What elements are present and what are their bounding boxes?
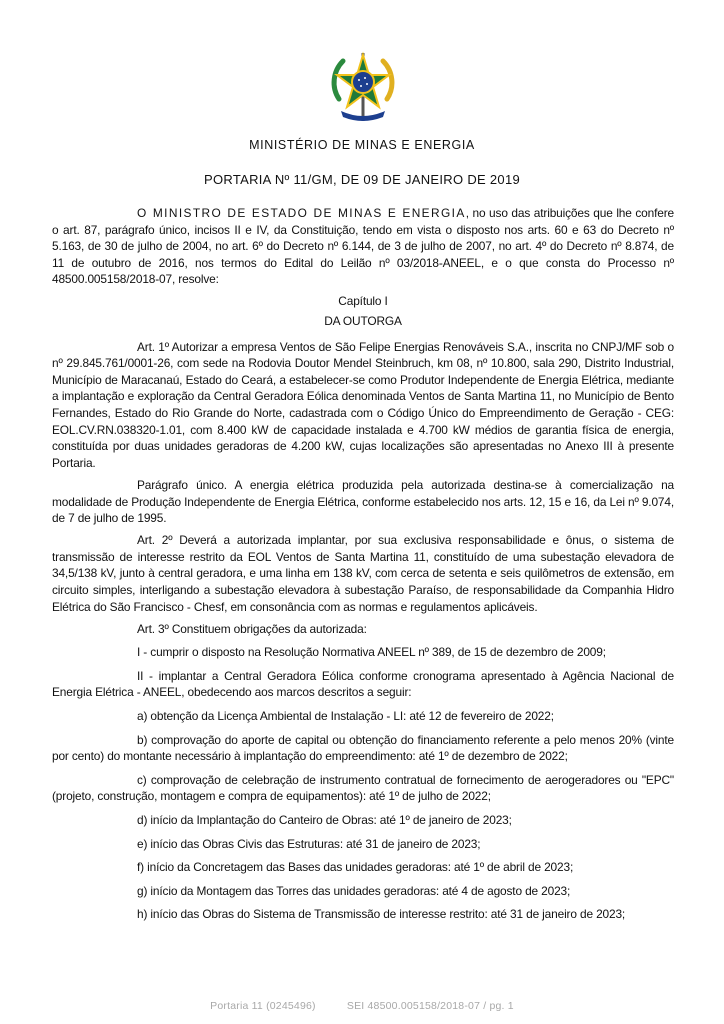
preamble-paragraph: [52, 205, 674, 288]
inciso-ii: II - implantar a Central Geradora Eólica conforme cronograma apresentado à Agência Nacional de Energia Elétrica - ANEEL, obedecendo aos marcos descritos a seguir:: [52, 668, 674, 700]
brazil-coat-of-arms-icon: [325, 49, 401, 125]
portaria-title: PORTARIA Nº 11/GM, DE 09 DE JANEIRO DE 2019: [203, 172, 521, 187]
alinea-d: d) início da Implantação do Canteiro de Obras: até 1º de janeiro de 2023;: [137, 813, 512, 827]
alinea-g: g) início da Montagem das Torres das unidades geradoras: até 4 de agosto de 2023;: [137, 883, 571, 898]
alinea-b: b) comprovação do aporte de capital ou obtenção do financiamento referente a pelo menos 20% (vinte por cento) do montante necessário à implantação do empreendimento: até 1º de dezembro de 2022;: [52, 732, 674, 764]
alinea-e: e) início das Obras Civis das Estruturas: até 31 de janeiro de 2023;: [137, 836, 481, 851]
footer-document-id: Portaria 11 (0245496): [210, 1000, 316, 1012]
preamble-lead: O MINISTRO DE ESTADO DE MINAS E ENERGIA: [137, 206, 466, 220]
art2-paragraph: Art. 2º Deverá a autorizada implantar, por sua exclusiva responsabilidade e ônus, o sistema de transmissão de interesse restrito da EOL Ventos de Santa Martina 11, constituído de uma subestação elevadora de 34,5/138 kV, junto à central geradora, e uma linha em 138 kV, com cerca de setenta e seis quilômetros de extensão, em circuito simples, interligando a subestação elevadora à subestação Paraíso, de responsabilidade da Companhia Hidro Elétrica do São Francisco - Chesf, em consonância com as normas e regulamentos aplicáveis.: [52, 533, 674, 614]
art1-paragraph: Art. 1º Autorizar a empresa Ventos de São Felipe Energias Renováveis S.A., inscrita no CNPJ/MF sob o nº 29.845.761/0001-26, com sede na Rodovia Doutor Mendel Steinbruch, km 08, nº 10.800, sala 290, Distrito Industrial, Município de Maracanaú, Estado do Ceará, a estabelecer-se como Produtor Independente de Energia Elétrica, mediante a implantação e exploração da Central Geradora Eólica denominada Ventos de Santa Martina 11, no Município de Bento Fernandes, Estado do Rio Grande do Norte, cadastrada com o Código Único do Empreendimento de Geração - CEG: EOL.CV.RN.038320-1.01, com 8.400 kW de capacidade instalada e 4.700 kW médios de garantia física de energia, constituída por duas unidades geradoras de 4.200 kW, cujas localizações são apresentadas no Anexo III à presente Portaria.: [52, 339, 674, 470]
inciso-i: I - cumprir o disposto na Resolução Normativa ANEEL nº 389, de 15 de dezembro de 2009;: [137, 645, 606, 660]
ministry-title: MINISTÉRIO DE MINAS E ENERGIA: [249, 138, 475, 152]
chapter-number: Capítulo I: [338, 294, 388, 309]
alinea-f: f) início da Concretagem das Bases das unidades geradoras: até 1º de abril de 2023;: [137, 860, 574, 875]
footer-process-page: SEI 48500.005158/2018-07 / pg. 1: [346, 1000, 514, 1012]
document-body: [52, 205, 674, 930]
art3-paragraph: Art. 3º Constituem obrigações da autorizada:: [137, 621, 367, 636]
chapter-title: DA OUTORGA: [324, 314, 402, 329]
alinea-a: a) obtenção da Licença Ambiental de Instalação - LI: até 12 de fevereiro de 2022;: [137, 709, 554, 724]
preamble-text: , no uso das atribuições que lhe confere o art. 87, parágrafo único, incisos II e IV, da Constituição, tendo em vista o disposto nos arts. 60 e 63 do Decreto nº 5.163, de 30 de julho de 2004, no art. 6º do Decreto nº 6.144, de 3 de julho de 2007, no art. 4º do Decreto nº 8.874, de 11 de outubro de 2016, nos termos do Edital do Leilão nº 03/2018-ANEEL, e o que consta do Processo nº 48500.005158/2018-07, resolve:: [52, 206, 674, 287]
page-footer: [0, 1000, 724, 1012]
alinea-c: c) comprovação de celebração de instrumento contratual de fornecimento de aerogeradores ou "EPC" (projeto, construção, montagem e compra de equipamentos): até 1º de julho de 2022;: [52, 772, 674, 804]
alinea-h: h) início das Obras do Sistema de Transmissão de interesse restrito: até 31 de janeiro de 2023;: [137, 907, 626, 922]
paragrafo-unico: Parágrafo único. A energia elétrica produzida pela autorizada destina-se à comercialização na modalidade de Produção Independente de Energia Elétrica, conforme estabelecido nos arts. 12, 15 e 16, da Lei nº 9.074, de 7 de julho de 1995.: [52, 477, 674, 526]
